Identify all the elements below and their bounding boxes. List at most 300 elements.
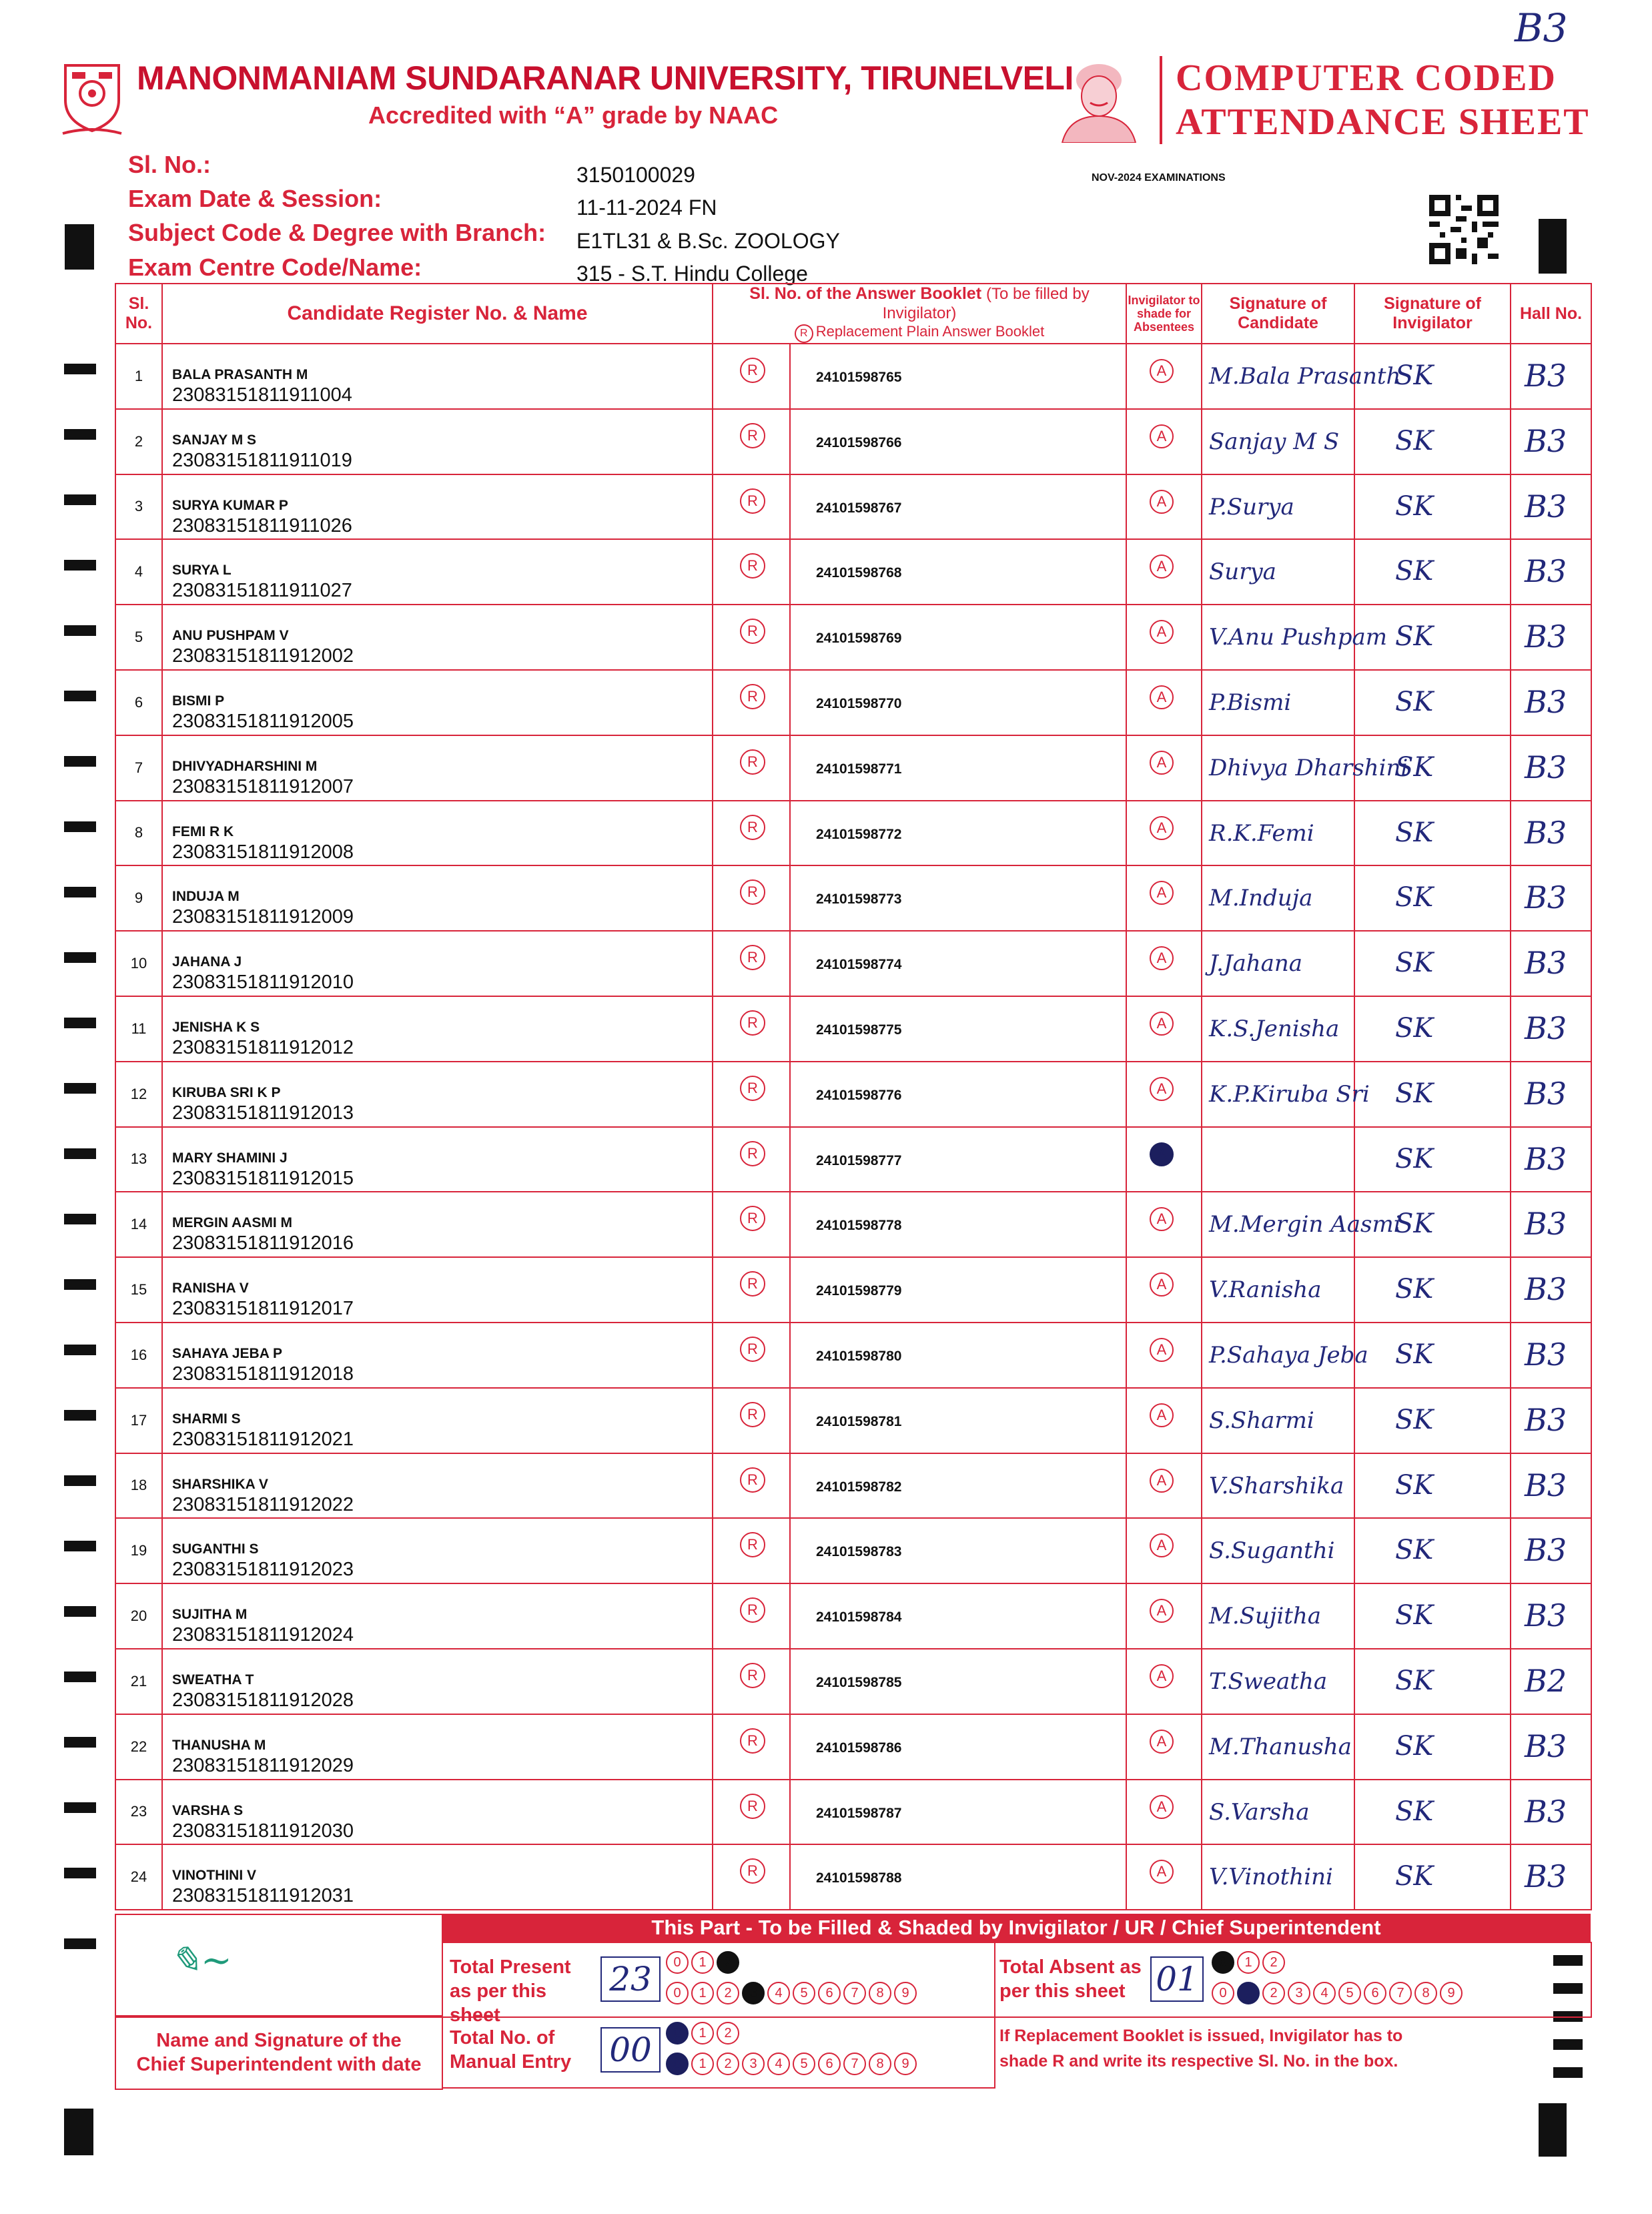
exam-date-value: 11-11-2024 FN [576, 196, 717, 220]
absentee-cell [1126, 735, 1202, 801]
timing-mark [64, 1345, 96, 1355]
absentee-cell [1126, 1192, 1202, 1257]
booklet-cell [790, 1062, 1126, 1127]
total-absent-value: 01 [1150, 1956, 1204, 2002]
invigilator-signature-cell [1354, 996, 1511, 1062]
candidate-register-no: 23083151811912018 [172, 1363, 354, 1385]
digit-bubble[interactable]: 2 [1262, 1951, 1285, 1974]
absent-bubble[interactable]: A [1150, 946, 1174, 970]
replacement-bubble[interactable]: R [740, 423, 765, 448]
candidate-cell [162, 1649, 713, 1714]
footer-banner: This Part - To be Filled & Shaded by Invigilator / UR / Chief Superintendent [442, 1914, 1591, 1942]
digit-bubble-filled[interactable]: 3 [742, 1982, 765, 2004]
hall-number: B3 [1525, 488, 1567, 524]
absent-bubble[interactable]: A [1150, 620, 1174, 644]
replacement-bubble[interactable]: R [740, 1794, 765, 1819]
invigilator-signature: SK [1395, 948, 1434, 979]
candidate-signature-cell [1202, 1518, 1354, 1583]
candidate-signature: Sanjay M S [1209, 428, 1340, 455]
replacement-cell [713, 1257, 790, 1323]
timing-mark [64, 821, 96, 832]
hall-number: B3 [1525, 749, 1567, 785]
timing-mark [64, 1214, 96, 1224]
row-sl-no: 21 [115, 1649, 162, 1714]
booklet-cell [790, 1257, 1126, 1323]
candidate-cell [162, 474, 713, 540]
digit-bubble[interactable]: 0 [1212, 1982, 1234, 2004]
absent-bubble[interactable]: A [1150, 1077, 1174, 1101]
digit-bubble[interactable]: 5 [1338, 1982, 1361, 2004]
candidate-signature: V.Sharshika [1209, 1472, 1344, 1499]
absent-bubble[interactable]: A [1150, 555, 1174, 579]
hall-cell [1511, 1649, 1591, 1714]
exam-session-label: NOV-2024 EXAMINATIONS [1092, 172, 1226, 183]
absent-bubble[interactable]: A [1150, 359, 1174, 383]
absent-bubble[interactable]: A [1150, 1142, 1174, 1166]
replacement-bubble[interactable]: R [740, 1271, 765, 1297]
booklet-header-main: Sl. No. of the Answer Booklet [749, 284, 982, 303]
digit-bubble[interactable]: 3 [742, 2053, 765, 2075]
candidate-signature-cell [1202, 931, 1354, 996]
candidate-cell [162, 344, 713, 409]
replacement-bubble[interactable]: R [740, 619, 765, 644]
hall-cell [1511, 735, 1591, 801]
replacement-bubble[interactable]: R [740, 1337, 765, 1362]
timing-mark [1539, 2103, 1567, 2157]
table-row [115, 409, 1591, 474]
invigilator-signature-cell [1354, 1127, 1511, 1192]
invigilator-signature: SK [1395, 1535, 1434, 1566]
candidate-name: ANU PUSHPAM V [172, 628, 289, 644]
booklet-cell [790, 539, 1126, 605]
row-sl-no: 1 [115, 344, 162, 409]
row-sl-no: 11 [115, 996, 162, 1062]
digit-bubble-filled[interactable]: 2 [717, 1951, 739, 1974]
hall-number: B3 [1525, 619, 1567, 655]
booklet-number: 24101598788 [816, 1870, 902, 1886]
replacement-bubble[interactable]: R [740, 488, 765, 514]
digit-bubble[interactable]: 7 [1389, 1982, 1412, 2004]
candidate-register-no: 23083151811912007 [172, 775, 354, 797]
absent-bubble[interactable]: A [1150, 1469, 1174, 1493]
row-sl-no: 7 [115, 735, 162, 801]
booklet-number: 24101598786 [816, 1740, 902, 1756]
candidate-signature-cell [1202, 670, 1354, 735]
booklet-cell [790, 344, 1126, 409]
absentee-cell [1126, 539, 1202, 605]
replacement-bubble[interactable]: R [740, 358, 765, 383]
row-sl-no: 14 [115, 1192, 162, 1257]
absent-bubble[interactable]: A [1150, 1403, 1174, 1427]
hall-number: B3 [1525, 1532, 1567, 1569]
candidate-signature-cell [1202, 1257, 1354, 1323]
hall-cell [1511, 1388, 1591, 1453]
table-row [115, 605, 1591, 670]
chief-label: Name and Signature of the Chief Superintendent with date [136, 2030, 422, 2075]
digit-bubble[interactable]: 4 [1313, 1982, 1336, 2004]
row-sl-no: 2 [115, 409, 162, 474]
absent-bubble[interactable]: A [1150, 1012, 1174, 1036]
candidate-register-no: 23083151811912002 [172, 645, 354, 667]
digit-bubble[interactable]: 1 [691, 2022, 714, 2045]
candidate-signature: Surya [1209, 559, 1276, 586]
candidate-cell [162, 409, 713, 474]
col-sig-invigilator-header: Signature of Invigilator [1354, 284, 1511, 344]
absent-bubble[interactable]: A [1150, 1664, 1174, 1688]
absent-bubble[interactable]: A [1150, 1272, 1174, 1297]
candidate-cell [162, 1127, 713, 1192]
candidate-signature: P.Bismi [1209, 689, 1292, 716]
timing-mark [1553, 2067, 1583, 2078]
candidate-cell [162, 1780, 713, 1845]
booklet-number: 24101598782 [816, 1479, 902, 1495]
candidate-signature: P.Sahaya Jeba [1209, 1341, 1368, 1369]
hall-number: B3 [1525, 1140, 1567, 1177]
replacement-cell [713, 1062, 790, 1127]
invigilator-signature-cell [1354, 1844, 1511, 1910]
booklet-number: 24101598775 [816, 1022, 902, 1038]
booklet-number: 24101598766 [816, 434, 902, 450]
candidate-name: SURYA L [172, 563, 232, 579]
table-row [115, 996, 1591, 1062]
replacement-bubble[interactable]: R [740, 1858, 765, 1884]
candidate-signature-cell [1202, 1388, 1354, 1453]
booklet-cell [790, 670, 1126, 735]
invigilator-signature: SK [1395, 1339, 1434, 1370]
digit-bubble[interactable]: 9 [1440, 1982, 1463, 2004]
replacement-bubble[interactable]: R [740, 684, 765, 709]
qr-code [1429, 195, 1499, 264]
absent-tens-bubbles [1212, 1951, 1288, 1974]
booklet-number: 24101598765 [816, 370, 902, 385]
candidate-name: SWEATHA T [172, 1672, 254, 1688]
digit-bubble[interactable]: 1 [691, 1951, 714, 1974]
digit-bubble[interactable]: 2 [717, 2053, 739, 2075]
hall-number: B3 [1525, 945, 1567, 982]
absentee-cell [1126, 1127, 1202, 1192]
candidate-cell [162, 801, 713, 866]
booklet-number: 24101598783 [816, 1544, 902, 1560]
invigilator-signature-cell [1354, 1323, 1511, 1388]
absentee-cell [1126, 996, 1202, 1062]
table-row [115, 1780, 1591, 1845]
invigilator-signature-cell [1354, 409, 1511, 474]
chief-label-box [115, 2015, 443, 2090]
candidate-register-no: 23083151811911027 [172, 580, 352, 602]
digit-bubble[interactable]: 7 [843, 2053, 866, 2075]
invigilator-signature-cell [1354, 1714, 1511, 1780]
digit-bubble[interactable]: 1 [1237, 1951, 1260, 1974]
total-present-section [442, 1942, 995, 2026]
digit-bubble[interactable]: 6 [818, 1982, 841, 2004]
row-sl-no: 12 [115, 1062, 162, 1127]
invigilator-signature-cell [1354, 865, 1511, 931]
digit-bubble[interactable]: 6 [1364, 1982, 1386, 2004]
booklet-number: 24101598787 [816, 1805, 902, 1821]
invigilator-signature: SK [1395, 1796, 1434, 1827]
invigilator-signature-cell [1354, 670, 1511, 735]
hall-number: B3 [1525, 358, 1567, 394]
candidate-name: JENISHA K S [172, 1019, 260, 1035]
booklet-cell [790, 1388, 1126, 1453]
hall-number: B3 [1525, 1728, 1567, 1764]
candidate-name: SURYA KUMAR P [172, 497, 288, 513]
candidate-register-no: 23083151811912013 [172, 1102, 354, 1124]
sheet-title-line2: ATTENDANCE SHEET [1176, 101, 1590, 143]
table-row [115, 1323, 1591, 1388]
digit-bubble-filled[interactable]: 1 [1237, 1982, 1260, 2004]
replacement-bubble[interactable]: R [740, 1402, 765, 1427]
absent-bubble[interactable]: A [1150, 490, 1174, 514]
timing-mark [65, 224, 94, 270]
absent-bubble[interactable]: A [1150, 881, 1174, 905]
digit-bubble[interactable]: 6 [818, 2053, 841, 2075]
candidate-signature: M.Mergin Aasmi [1209, 1211, 1401, 1238]
candidate-signature: M.Induja [1209, 885, 1313, 912]
replacement-bubble[interactable]: R [740, 1663, 765, 1688]
digit-bubble-filled[interactable]: 0 [666, 2053, 689, 2075]
replacement-bubble[interactable]: R [740, 1206, 765, 1231]
timing-mark [64, 1802, 96, 1813]
replacement-cell [713, 1192, 790, 1257]
timing-mark [64, 887, 96, 897]
booklet-number: 24101598773 [816, 891, 902, 907]
booklet-cell [790, 1518, 1126, 1583]
invigilator-signature: SK [1395, 1012, 1434, 1044]
hall-cell [1511, 1192, 1591, 1257]
hall-cell [1511, 474, 1591, 540]
candidate-cell [162, 865, 713, 931]
booklet-cell [790, 1323, 1126, 1388]
replacement-bubble[interactable]: R [740, 1532, 765, 1557]
booklet-cell [790, 865, 1126, 931]
replacement-bubble[interactable]: R [740, 553, 765, 579]
row-sl-no: 23 [115, 1780, 162, 1845]
digit-bubble[interactable]: 4 [767, 1982, 790, 2004]
university-logo [59, 61, 125, 140]
candidate-signature-cell [1202, 1780, 1354, 1845]
candidate-signature: P.Surya [1209, 493, 1294, 520]
hall-number: B3 [1525, 1467, 1567, 1503]
digit-bubble[interactable]: 1 [691, 2053, 714, 2075]
candidate-signature-cell [1202, 865, 1354, 931]
absent-bubble[interactable]: A [1150, 751, 1174, 775]
sl-no-label: Sl. No.: [128, 151, 211, 178]
digit-bubble[interactable]: 2 [717, 2022, 739, 2045]
timing-mark [64, 1410, 96, 1421]
timing-mark [64, 1868, 96, 1878]
digit-bubble[interactable]: 8 [869, 1982, 891, 2004]
replacement-bubble[interactable]: R [740, 1010, 765, 1036]
digit-bubble[interactable]: 8 [1414, 1982, 1437, 2004]
hall-cell [1511, 670, 1591, 735]
timing-mark [64, 1475, 96, 1486]
invigilator-signature: SK [1395, 686, 1434, 717]
row-sl-no: 10 [115, 931, 162, 996]
booklet-number: 24101598772 [816, 826, 902, 842]
candidate-register-no: 23083151811912023 [172, 1559, 354, 1581]
replacement-cell [713, 1844, 790, 1910]
digit-bubble-filled[interactable]: 0 [666, 2022, 689, 2045]
digit-bubble[interactable]: 5 [793, 2053, 815, 2075]
timing-mark [64, 625, 96, 636]
candidate-register-no: 23083151811912022 [172, 1493, 354, 1515]
booklet-number: 24101598781 [816, 1413, 902, 1429]
booklet-number: 24101598784 [816, 1609, 902, 1625]
digit-bubble[interactable]: 9 [894, 1982, 917, 2004]
table-row [115, 1714, 1591, 1780]
candidate-signature-cell [1202, 996, 1354, 1062]
absentee-cell [1126, 1323, 1202, 1388]
candidate-register-no: 23083151811912024 [172, 1624, 354, 1646]
replacement-bubble[interactable]: R [740, 1076, 765, 1101]
absent-bubble[interactable]: A [1150, 424, 1174, 448]
col-candidate-header: Candidate Register No. & Name [162, 284, 713, 344]
row-sl-no: 3 [115, 474, 162, 540]
replacement-bubble[interactable]: R [740, 749, 765, 775]
replacement-bubble[interactable]: R [740, 1141, 765, 1166]
table-row [115, 1388, 1591, 1453]
digit-bubble[interactable]: 2 [717, 1982, 739, 2004]
invigilator-signature: SK [1395, 1143, 1434, 1174]
absent-bubble[interactable]: A [1150, 1533, 1174, 1557]
candidate-name: MARY SHAMINI J [172, 1150, 288, 1166]
booklet-cell [790, 1649, 1126, 1714]
candidate-signature: J.Jahana [1209, 950, 1303, 978]
hall-number: B3 [1525, 553, 1567, 590]
booklet-header-sub: Replacement Plain Answer Booklet [815, 323, 1045, 340]
replacement-cell [713, 1714, 790, 1780]
table-row [115, 344, 1591, 409]
candidate-signature: K.S.Jenisha [1209, 1015, 1340, 1042]
candidate-signature: R.K.Femi [1209, 819, 1314, 847]
booklet-cell [790, 931, 1126, 996]
hall-cell [1511, 996, 1591, 1062]
digit-bubble[interactable]: 8 [869, 2053, 891, 2075]
hall-cell [1511, 1257, 1591, 1323]
table-row [115, 865, 1591, 931]
absent-bubble[interactable]: A [1150, 1795, 1174, 1819]
hall-cell [1511, 931, 1591, 996]
candidate-signature: M.Thanusha [1209, 1733, 1352, 1760]
candidate-signature-cell [1202, 474, 1354, 540]
hall-cell [1511, 1714, 1591, 1780]
replacement-bubble[interactable]: R [740, 1597, 765, 1623]
col-hall-header: Hall No. [1511, 284, 1591, 344]
hall-number: B3 [1525, 1075, 1567, 1112]
subject-value: E1TL31 & B.Sc. ZOOLOGY [576, 229, 840, 253]
candidate-name: VINOTHINI V [172, 1868, 257, 1884]
replacement-bubble[interactable]: R [740, 815, 765, 840]
candidate-cell [162, 1844, 713, 1910]
digit-bubble[interactable]: 3 [1288, 1982, 1310, 2004]
candidate-register-no: 23083151811912028 [172, 1689, 354, 1711]
digit-bubble-filled[interactable]: 0 [1212, 1951, 1234, 1974]
digit-bubble[interactable]: 5 [793, 1982, 815, 2004]
candidate-signature-cell [1202, 1844, 1354, 1910]
candidate-name: SUJITHA M [172, 1607, 248, 1623]
invigilator-signature: SK [1395, 360, 1434, 391]
candidate-name: JAHANA J [172, 954, 242, 970]
digit-bubble[interactable]: 1 [691, 1982, 714, 2004]
hall-cell [1511, 1453, 1591, 1519]
candidate-signature-cell [1202, 1714, 1354, 1780]
hall-number: B3 [1525, 422, 1567, 459]
digit-bubble[interactable]: 4 [767, 2053, 790, 2075]
absent-bubble[interactable]: A [1150, 685, 1174, 709]
sl-no-value: 3150100029 [576, 163, 695, 187]
booklet-number: 24101598770 [816, 695, 902, 711]
row-sl-no: 5 [115, 605, 162, 670]
digit-bubble[interactable]: 2 [1262, 1982, 1285, 2004]
invigilator-signature: SK [1395, 817, 1434, 848]
booklet-cell [790, 1453, 1126, 1519]
candidate-cell [162, 1257, 713, 1323]
digit-bubble[interactable]: 7 [843, 1982, 866, 2004]
candidate-cell [162, 605, 713, 670]
centre-value: 315 - S.T. Hindu College [576, 262, 808, 286]
absentee-cell [1126, 801, 1202, 866]
replacement-bubble[interactable]: R [740, 1467, 765, 1493]
hall-cell [1511, 409, 1591, 474]
row-sl-no: 6 [115, 670, 162, 735]
candidate-signature-cell [1202, 1062, 1370, 1127]
replacement-cell [713, 931, 790, 996]
digit-bubble[interactable]: 0 [666, 1951, 689, 1974]
candidate-name: INDUJA M [172, 889, 240, 905]
row-sl-no: 17 [115, 1388, 162, 1453]
candidate-signature-cell [1202, 1453, 1354, 1519]
replacement-cell [713, 1780, 790, 1845]
absent-bubble[interactable]: A [1150, 1338, 1174, 1362]
timing-mark [64, 756, 96, 767]
replacement-cell [713, 1649, 790, 1714]
replacement-bubble[interactable]: R [740, 945, 765, 970]
candidate-signature-cell [1202, 1583, 1354, 1649]
hall-cell [1511, 1323, 1591, 1388]
table-row [115, 670, 1591, 735]
booklet-number: 24101598767 [816, 500, 902, 516]
invigilator-signature: SK [1395, 1861, 1434, 1892]
digit-bubble[interactable]: 0 [666, 1982, 689, 2004]
absent-bubble[interactable]: A [1150, 816, 1174, 840]
absent-bubble[interactable]: A [1150, 1730, 1174, 1754]
booklet-cell [790, 801, 1126, 866]
digit-bubble[interactable]: 9 [894, 2053, 917, 2075]
replacement-bubble[interactable]: R [740, 1728, 765, 1754]
booklet-number: 24101598779 [816, 1283, 902, 1299]
absent-bubble[interactable]: A [1150, 1599, 1174, 1623]
absent-units-bubbles [1212, 1982, 1465, 2004]
hall-number: B3 [1525, 1010, 1567, 1046]
candidate-register-no: 23083151811911019 [172, 449, 352, 471]
absent-bubble[interactable]: A [1150, 1207, 1174, 1231]
invigilator-signature-cell [1354, 1649, 1511, 1714]
replacement-bubble[interactable]: R [740, 879, 765, 905]
table-row [115, 539, 1591, 605]
hall-number: B3 [1525, 1336, 1567, 1373]
absent-bubble[interactable]: A [1150, 1860, 1174, 1884]
table-row [115, 1649, 1591, 1714]
table-row [115, 1518, 1591, 1583]
candidate-name: KIRUBA SRI K P [172, 1084, 281, 1100]
candidate-register-no: 23083151811912017 [172, 1298, 354, 1320]
timing-mark [64, 494, 96, 505]
absentee-cell [1126, 1062, 1202, 1127]
absentee-cell [1126, 344, 1202, 409]
absentee-cell [1126, 409, 1202, 474]
absentee-cell [1126, 670, 1202, 735]
